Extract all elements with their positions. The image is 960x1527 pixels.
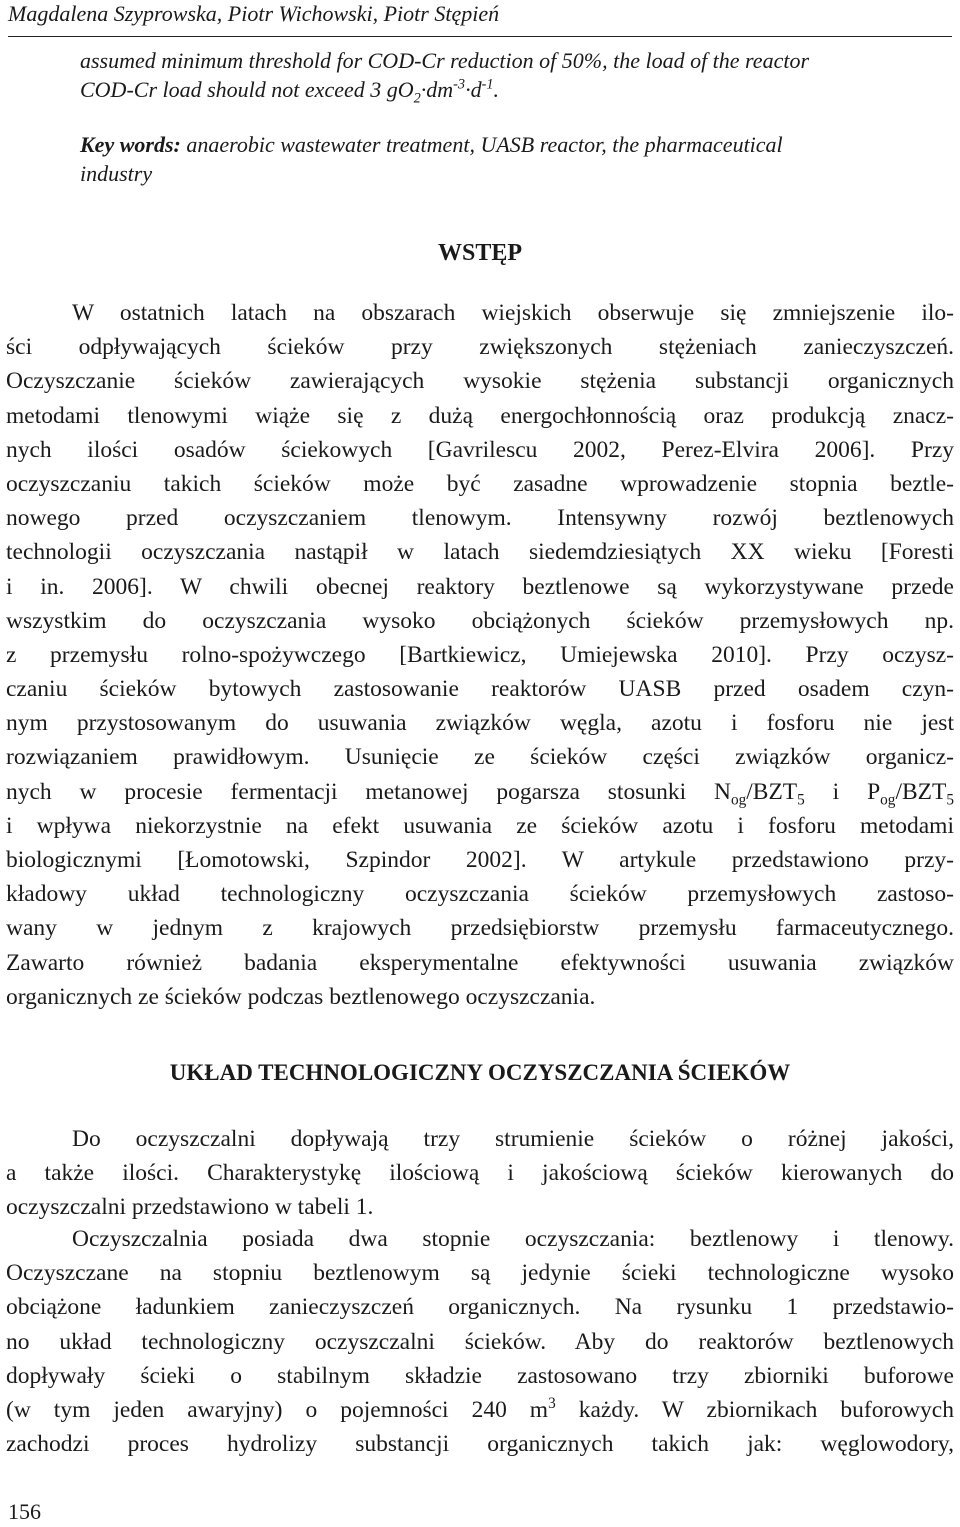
text-line: W ostatnich latach na obszarach wiejskich obserwuje się zmniejszenie ilo- [72,300,954,326]
page-number: 156 [8,1499,41,1524]
text-line: organicznych ze ścieków podczas beztlenowego oczyszczania. [6,983,596,1010]
text-line: Do oczyszczalni dopływają trzy strumienie ścieków o różnej jakości, [72,1126,954,1152]
abstract-line: assumed minimum threshold for COD-Cr reduction of 50%, the load of the reactor [80,48,810,73]
text-line: Zawarto również badania eksperymentalne efektywności usuwania związków [6,949,954,976]
text-line: Oczyszczalnia posiada dwa stopnie oczyszczania: beztlenowy i tlenowy. [72,1226,954,1252]
text-line: nowego przed oczyszczaniem tlenowym. Intensywny rozwój beztlenowych [6,505,954,532]
text-line: metodami tlenowymi wiąże się z dużą energochłonnością oraz produkcją znacz- [6,402,954,429]
section-heading-technological-layout: UKŁAD TECHNOLOGICZNY OCZYSZCZANIA ŚCIEKÓW [169,1060,791,1085]
running-head-authors: Magdalena Szyprowska, Piotr Wichowski, Piotr Stępień [8,1,500,26]
text-line: obciążone ładunkiem zanieczyszczeń organicznych. Na rysunku 1 przedstawio- [6,1294,954,1321]
text-line: oczyszczaniu takich ścieków może być zasadne wprowadzenie stopnia beztle- [6,470,954,497]
text-line: i in. 2006]. W chwili obecnej reaktory beztlenowe są wykorzystywane przede [6,573,954,600]
keywords-line: industry [80,161,153,186]
text-line: nych ilości osadów ściekowych [Gavrilescu 2002, Perez-Elvira 2006]. Przy [6,436,954,463]
text-line: kładowy układ technologiczny oczyszczania ścieków przemysłowych zastoso- [6,881,954,908]
text-line: nym przystosowanym do usuwania związków węgla, azotu i fosforu nie jest [6,710,954,737]
text-line: Oczyszczane na stopniu beztlenowym są jedynie ścieki technologiczne wysoko [6,1260,954,1287]
text-line: rozwiązaniem prawidłowym. Usunięcie ze ścieków części związków organicz- [6,744,954,771]
text-line-ratio: nych w procesie fermentacji metanowej pogarsza stosunki $N_{og}/BZT_5$ i $P_{og}/BZT_5$ [6,778,954,809]
text-line: z przemysłu rolno-spożywczego [Bartkiewicz, Umiejewska 2010]. Przy oczysz- [6,641,954,668]
text-line: a także ilości. Charakterystykę ilościową i jakościową ścieków kierowanych do [6,1160,954,1187]
abstract-line: COD-Cr load should not exceed 3 $gO_2\cdot dm^{-3}\cdot d^{-1}$. [80,76,500,107]
text-line: wszystkim do oczyszczania wysoko obciążonych ścieków przemysłowych np. [6,607,954,634]
text-line: ści odpływających ścieków przy zwiększonych stężeniach zanieczyszczeń. [6,334,954,361]
keywords [80,130,880,188]
running-header [8,0,952,37]
text-line: oczyszczalni przedstawiono w tabeli 1. [6,1194,374,1221]
text-line: zachodzi proces hydrolizy substancji organicznych takich jak: węglowodory, [6,1431,954,1458]
introduction-paragraph [6,296,954,1014]
keywords-label: Key words: [80,132,181,157]
section-heading-introduction: WSTĘP [437,240,523,266]
text-line: i wpływa niekorzystnie na efekt usuwania ze ścieków azotu i fosforu metodami [6,812,954,839]
text-line: wany w jednym z krajowych przedsiębiorstw przemysłu farmaceutycznego. [6,915,954,942]
text-line: biologicznymi [Łomotowski, Szpindor 2002]. W artykule przedstawiono przy- [6,847,954,873]
layout-paragraph-2 [6,1222,954,1461]
text-line: technologii oczyszczania nastąpił w latach siedemdziesiątych XX wieku [Foresti [6,539,954,566]
text-line: no układ technologiczny oczyszczalni ścieków. Aby do reaktorów beztlenowych [6,1328,954,1355]
keywords-line: Key words: anaerobic wastewater treatment, UASB reactor, the pharmaceutical [80,132,783,157]
text-line-volume: (w tym jeden awaryjny) o pojemności 240 $m^3$ każdy. W zbiornikach buforowych [6,1395,954,1423]
layout-paragraph-1 [6,1122,954,1225]
text-line: dopływały ścieki o stabilnym składzie zastosowano trzy zbiorniki buforowe [6,1362,954,1389]
text-line: Oczyszczanie ścieków zawierających wysokie stężenia substancji organicznych [6,368,954,395]
abstract-fragment [80,46,880,107]
text-line: czaniu ścieków bytowych zastosowanie reaktorów UASB przed osadem czyn- [6,676,954,703]
